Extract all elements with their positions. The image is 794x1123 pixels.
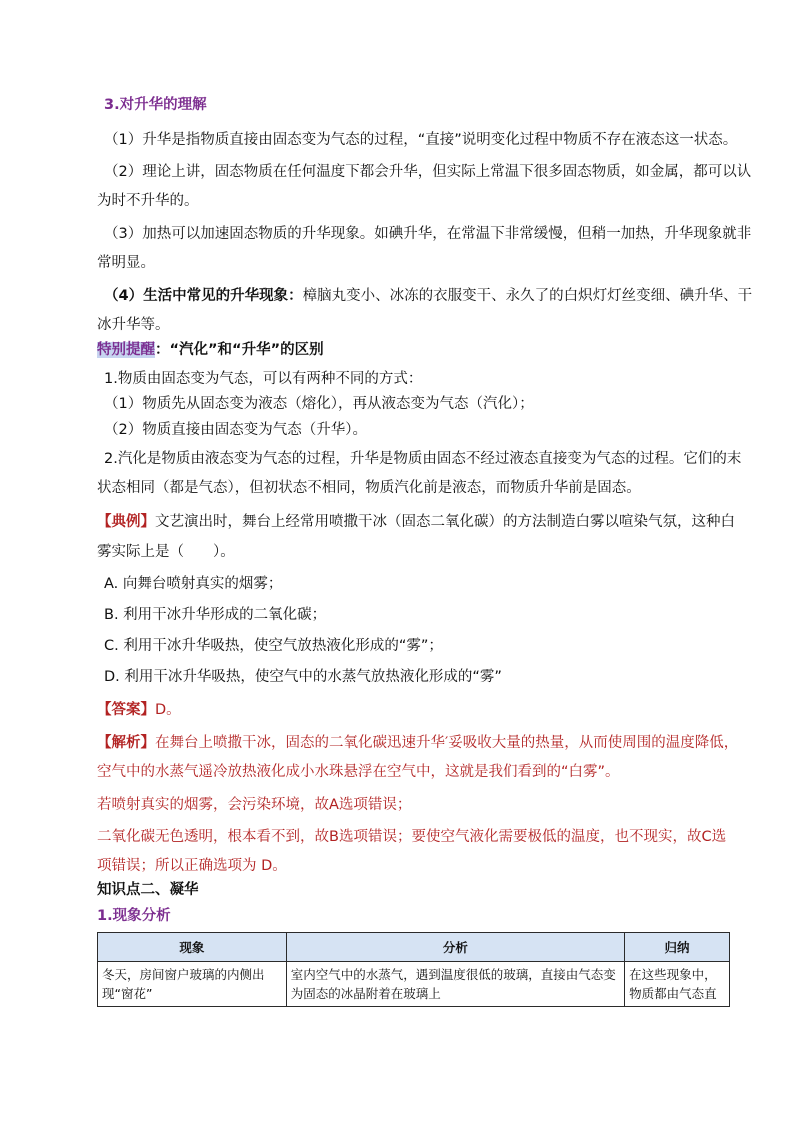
header-phenomenon: 现象 [98,933,287,962]
tip-label: 特别提醒 [97,342,155,358]
analysis-line-1 [97,733,738,753]
answer-value: D。 [155,702,181,718]
example-text: 文艺演出时，舞台上经常用喷撒干冰（固态二氧化碳）的方法制造白雾以喧染气氛，这种白 [155,514,735,530]
answer-line [97,700,181,720]
paragraph-2-line-2: 为时不升华的。 [97,193,199,209]
cell-summary: 在这些现象中，物质都由气态直 [625,962,730,1007]
analysis-line-5: 项错误；所以正确选项为 D。 [97,858,287,874]
option-a: A. 向舞台喷射真实的烟雾； [104,576,283,592]
cell-analysis: 室内空气中的水蒸气，遇到温度很低的玻璃，直接由气态变为固态的冰晶附着在玻璃上 [286,962,624,1007]
table-header-row [98,933,730,962]
paragraph-4-label: （4）生活中常见的升华现象： [104,288,303,304]
tip-point-1: 1.物质由固态变为气态，可以有两种不同的方式： [104,371,423,387]
tip-point-1a: （1）物质先从固态变为液态（熔化），再从液态变为气态（汽化）； [104,396,534,412]
phenomenon-analysis-title: 1.现象分析 [97,908,171,924]
analysis-line-4: 二氧化碳无色透明，根本看不到，故B选项错误；要使空气液化需要极低的温度，也不现实，故C选 [97,829,727,845]
knowledge-point-2-title: 知识点二、凝华 [97,882,199,898]
paragraph-4-line-2: 冰升华等。 [97,317,170,333]
example-line-2: 雾实际上是（ ）。 [97,544,235,560]
tip-heading [97,340,324,360]
section-title: 3.对升华的理解 [104,97,207,113]
tip-point-1b: （2）物质直接由固态变为气态（升华）。 [104,422,367,438]
paragraph-3-line-1: （3）加热可以加速固态物质的升华现象。如碘升华，在常温下非常缓慢，但稍一加热，升华现象就非 [104,226,752,242]
cell-phenomenon: 冬天，房间窗户玻璃的内侧出现“窗花” [98,962,287,1007]
paragraph-4-line-1 [104,286,752,306]
example-line-1 [97,512,735,532]
table-row [98,962,730,1007]
paragraph-2-line-1: （2）理论上讲，固态物质在任何温度下都会升华，但实际上常温下很多固态物质，如金属，都可以认 [104,164,752,180]
tip-text: ：“汽化”和“升华”的区别 [155,342,324,358]
analysis-text: 在舞台上喷撒干冰，固态的二氧化碳迅速升华′妥吸收大量的热量，从而使周围的温度降低， [155,735,739,751]
paragraph-3-line-2: 常明显。 [97,255,155,271]
example-label: 【典例】 [97,514,155,530]
header-summary: 归纳 [625,933,730,962]
answer-label: 【答案】 [97,702,155,718]
analysis-label: 【解析】 [97,735,155,751]
paragraph-4-text: 樟脑丸变小、冰冻的衣服变干、永久了的白炽灯灯丝变细、碘升华、干 [302,288,753,304]
tip-point-2-line-2: 状态相同（都是气态），但初状态不相同，物质汽化前是液态，而物质升华前是固态。 [97,480,641,496]
option-b: B. 利用干冰升华形成的二氧化碳； [104,607,327,623]
option-d: D. 利用干冰升华吸热，使空气中的水蒸气放热液化形成的“雾” [104,669,502,685]
analysis-line-2: 空气中的水蒸气遥冷放热液化成小水珠悬浮在空气中，这就是我们看到的“白雾”。 [97,764,620,780]
paragraph-1: （1）升华是指物质直接由固态变为气态的过程，“直接”说明变化过程中物质不存在液态这一状态。 [104,132,738,148]
phenomenon-table [97,932,730,1007]
analysis-line-3: 若喷射真实的烟雾，会污染环境，故A选项错误； [97,797,412,813]
option-c: C. 利用干冰升华吸热，使空气放热液化形成的“雾”； [104,638,443,654]
tip-point-2-line-1: 2.汽化是物质由液态变为气态的过程，升华是物质由固态不经过液态直接变为气态的过程。它们的末 [104,451,742,467]
header-analysis: 分析 [286,933,624,962]
